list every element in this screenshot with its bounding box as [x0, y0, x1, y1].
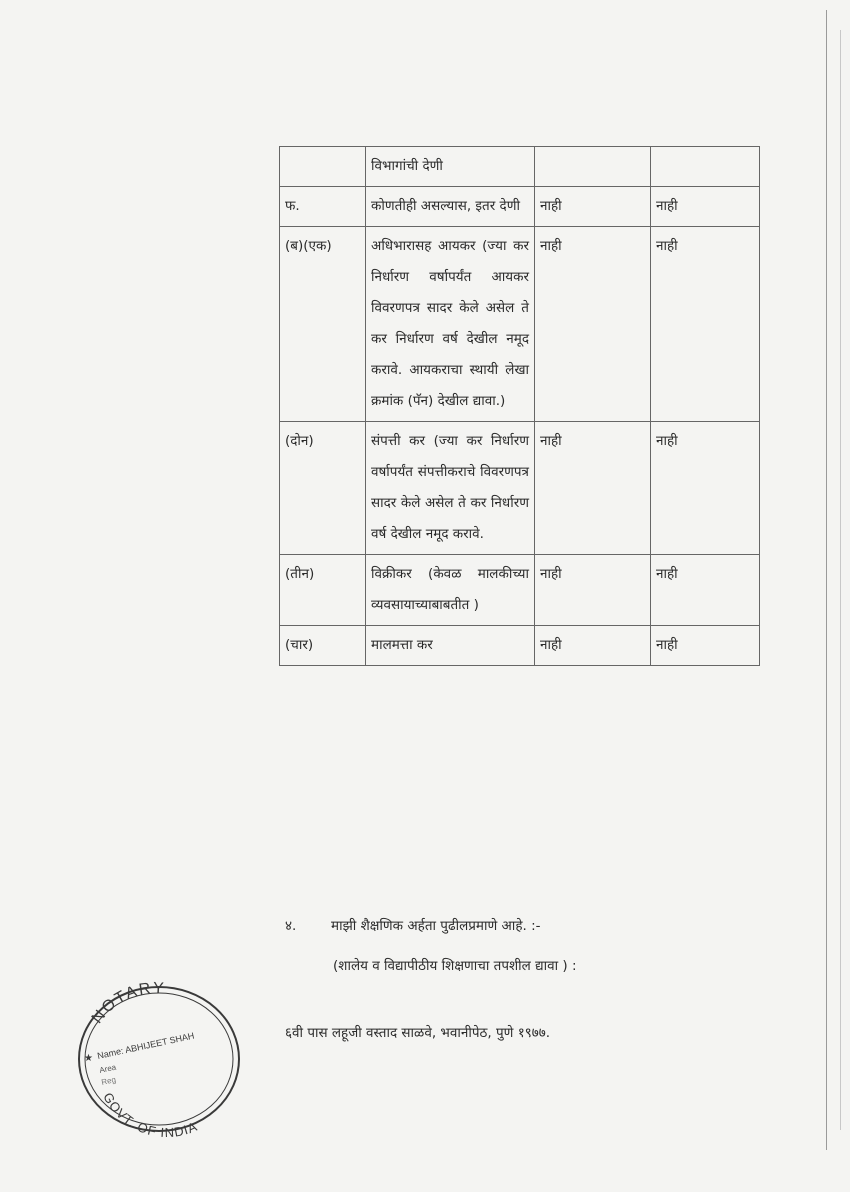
section-subheading: (शालेय व विद्यापीठीय शिक्षणाचा तपशील द्यावा ) : [333, 958, 577, 974]
row-description: कोणतीही असल्यास, इतर देणी [366, 187, 535, 227]
row-value-spouse: नाही [651, 626, 760, 666]
table-row [280, 187, 760, 227]
row-value-self [535, 147, 651, 187]
row-value-self: नाही [535, 187, 651, 227]
row-value-self: नाही [535, 555, 651, 626]
stamp-top-text: NOTARY [88, 979, 167, 1027]
stamp-star-left: ★ [84, 1053, 93, 1064]
section-4-education [285, 916, 577, 974]
table-row [280, 147, 760, 187]
stamp-name-text: Name: ABHIJEET SHAH [96, 1030, 196, 1061]
row-description: विभागांची देणी [366, 147, 535, 187]
row-label: (दोन) [280, 422, 366, 555]
row-value-spouse: नाही [651, 227, 760, 422]
row-description: मालमत्ता कर [366, 626, 535, 666]
stamp-line3: Reg [100, 1075, 117, 1087]
table-row [280, 422, 760, 555]
scan-edge-line-faint [840, 30, 841, 1130]
row-value-self: नाही [535, 227, 651, 422]
row-label: (ब)(एक) [280, 227, 366, 422]
row-description: अधिभारासह आयकर (ज्या कर निर्धारण वर्षापर्यंत आयकर विवरणपत्र सादर केले असेल ते कर निर्धारण वर्ष देखील नमूद करावे. आयकराचा स्थायी लेखा क्रमांक (पॅन) देखील द्यावा.) [366, 227, 535, 422]
svg-text:NOTARY [89, 980, 166, 1027]
row-label: (चार) [280, 626, 366, 666]
row-label [280, 147, 366, 187]
row-label: (तीन) [280, 555, 366, 626]
table-row [280, 555, 760, 626]
section-heading: माझी शैक्षणिक अर्हता पुढीलप्रमाणे आहे. :- [331, 918, 541, 934]
row-value-self: नाही [535, 422, 651, 555]
stamp-line2: Area [98, 1062, 117, 1075]
qualification-text: ६वी पास लहूजी वस्ताद साळवे, भवानीपेठ, पुणे १९७७. [285, 1025, 551, 1041]
table-row [280, 626, 760, 666]
row-value-spouse: नाही [651, 187, 760, 227]
svg-text:GOVT. OF INDIA [100, 1090, 200, 1137]
row-value-spouse: नाही [651, 422, 760, 555]
row-value-spouse: नाही [651, 555, 760, 626]
row-label: फ. [280, 187, 366, 227]
stamp-bottom-text: GOVT. OF INDIA [100, 1090, 200, 1137]
row-value-spouse [651, 147, 760, 187]
section-number: ४. [285, 918, 297, 934]
table-row [280, 227, 760, 422]
scan-edge-line [826, 10, 827, 1150]
row-description: विक्रीकर (केवळ मालकीच्या व्यवसायाच्याबाबतीत ) [366, 555, 535, 626]
notary-stamp [64, 975, 246, 1137]
liabilities-table [279, 146, 760, 666]
row-description: संपत्ती कर (ज्या कर निर्धारण वर्षापर्यंत संपत्तीकराचे विवरणपत्र सादर केले असेल ते कर निर्धारण वर्ष देखील नमूद करावे. [366, 422, 535, 555]
row-value-self: नाही [535, 626, 651, 666]
